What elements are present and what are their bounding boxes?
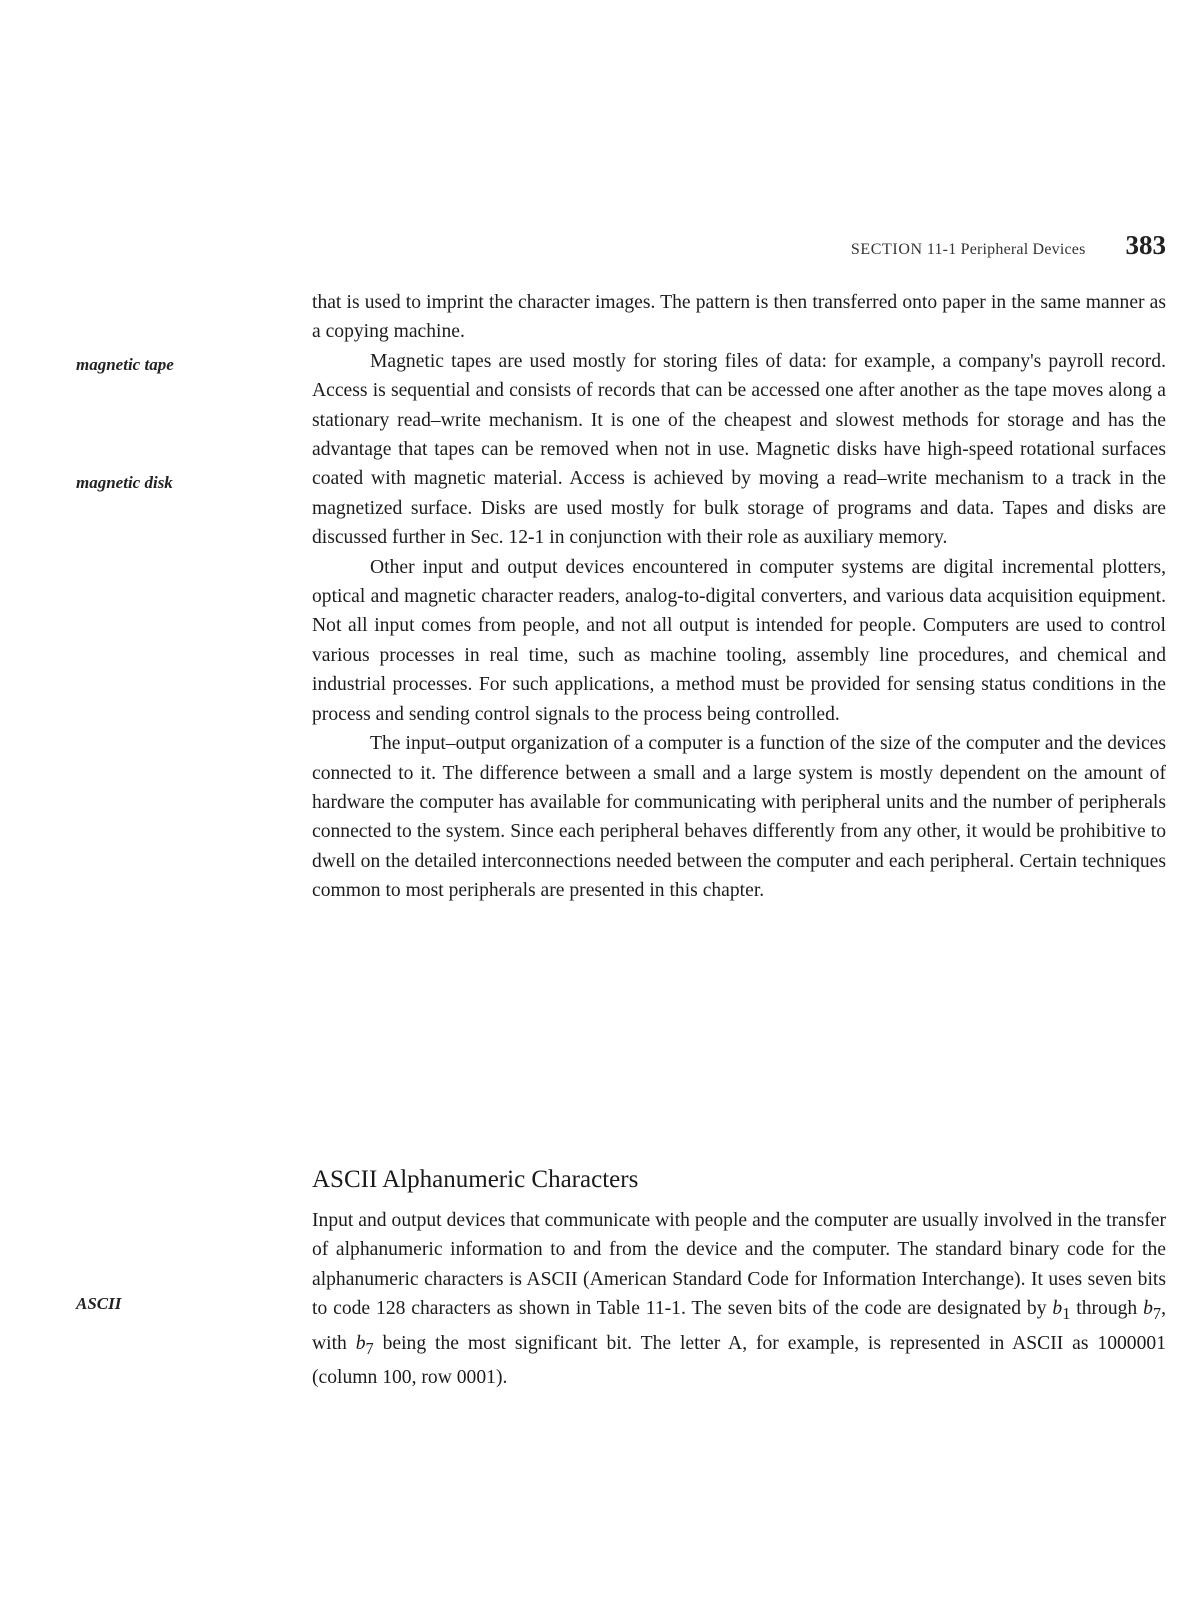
section-title: SECTION 11-1 Peripheral Devices <box>850 241 1086 258</box>
subsection-text <box>312 1206 1166 1392</box>
paragraph-magnetic-storage: Magnetic tapes are used mostly for storing files of data: for example, a company's payroll record. Access is sequential and consists of records that can be accessed one after another as the tape moves along a stationary read–write mechanism. It is one of the cheapest and slowest methods for storage and has the advantage that tapes can be removed when not in use. Magnetic disks have high-speed rotational surfaces coated with magnetic material. Access is achieved by moving a read–write mechanism to a track in the magnetized surface. Disks are used mostly for bulk storage of programs and data. Tapes and disks are discussed further in Sec. 12-1 in conjunction with their role as auxiliary memory. <box>312 350 1166 549</box>
paragraph-other-devices: Other input and output devices encountered in computer systems are digital incremental plotters, optical and magnetic character readers, analog-to-digital converters, and various data acquisition equipment. Not all input comes from people, and not all output is intended for people. Computers are used to control various processes in real time, such as machine tooling, assembly line procedures, and chemical and industrial processes. For such applications, a method must be provided for sensing status conditions in the process and sending control signals to the process being controlled. <box>312 556 1166 725</box>
paragraph-ascii: Input and output devices that communicate with people and the computer are usually involved in the transfer of alphanumeric information to and from the device and the computer. The standard binary code for the alphanumeric characters is ASCII (American Standard Code for Information Interchange). It uses seven bits to code 128 characters as shown in Table 11-1. The seven bits of the code are designated by $b_1$ through $b_7$, with $b_7$ being the most significant bit. The letter A, for example, is represented in ASCII as 1000001 (column 100, row 0001). <box>312 1210 1166 1388</box>
main-text <box>312 288 1166 906</box>
margin-note-ascii: ASCII <box>76 1294 122 1313</box>
margin-note-magnetic-tape: magnetic tape <box>76 355 174 374</box>
margin-note-magnetic-disk: magnetic disk <box>76 473 173 492</box>
paragraph-io-organization: The input–output organization of a computer is a function of the size of the computer and the devices connected to it. The difference between a small and a large system is mostly dependent on the amount of hardware the computer has available for communicating with peripheral units and the number of peripherals connected to the system. Since each peripheral behaves differently from any other, it would be prohibitive to dwell on the detailed interconnections needed between the computer and each peripheral. Certain techniques common to most peripherals are presented in this chapter. <box>312 733 1166 902</box>
running-head <box>851 230 1166 261</box>
paragraph-continuation: that is used to imprint the character images. The pattern is then transferred onto paper in the same manner as a copying machine. <box>312 292 1166 343</box>
page-number: 383 <box>1125 230 1166 260</box>
subsection-heading: ASCII Alphanumeric Characters <box>312 1166 639 1193</box>
